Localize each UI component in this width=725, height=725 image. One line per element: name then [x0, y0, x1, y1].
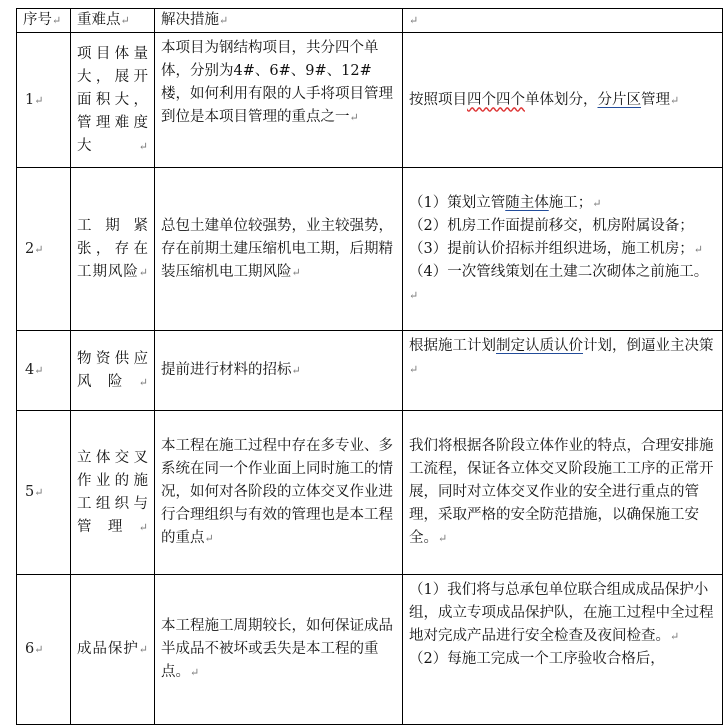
- table-row: [17, 575, 723, 725]
- row-difficulty: 立体交叉作业的施工组织与管理↵: [71, 411, 155, 575]
- header-solution: 解决措施↵: [155, 9, 403, 33]
- table-row: [17, 331, 723, 411]
- row-description: 本项目为钢结构项目，共分四个单体，分别为4#、6#、9#、12#楼，如何利用有限的人手将项目管理到位是本项目管理的重点之一↵: [155, 33, 403, 168]
- row-difficulty: 物资供应风险↵: [71, 331, 155, 411]
- table-row: [17, 33, 723, 168]
- row-measure: （1）我们将与总承包单位联合组成成品保护小组，成立专项成品保护队，在施工过程中全过程地对完成产品进行安全检查及夜间检查。↵ （2）每施工完成一个工序验收合格后，: [403, 575, 723, 725]
- row-description: 总包土建单位较强势，业主较强势，存在前期土建压缩机电工期，后期精装压缩机电工期风险↵: [155, 168, 403, 331]
- row-description: 提前进行材料的招标↵: [155, 331, 403, 411]
- header-blank: ↵: [403, 9, 723, 33]
- row-measure: （1）策划立管随主体施工；↵ （2）机房工作面提前移交，机房附属设备；（3）提前认价招标并组织进场，施工机房；↵ （4）一次管线策划在土建二次砌体之前施工。↵: [403, 168, 723, 331]
- paragraph-mark: ↵: [52, 14, 62, 27]
- row-description: 本工程在施工过程中存在多专业、多系统在同一个作业面上同时施工的情况，如何对各阶段的立体交叉作业进行合理组织与有效的管理也是本工程的重点↵: [155, 411, 403, 575]
- row-index: 4↵: [17, 331, 71, 411]
- table-row: [17, 168, 723, 331]
- table-header-row: [17, 9, 723, 33]
- row-index: 1↵: [17, 33, 71, 168]
- header-index: 序号↵: [17, 9, 71, 33]
- row-measure: 根据施工计划制定认质认价计划，倒逼业主决策 ↵: [403, 331, 723, 411]
- header-difficulty: 重难点↵: [71, 9, 155, 33]
- table-row: [17, 411, 723, 575]
- measures-table: [16, 8, 723, 725]
- row-difficulty: 项目体量大，展开面积大，管理难度大↵: [71, 33, 155, 168]
- row-measure: 我们将根据各阶段立体作业的特点，合理安排施工流程，保证各立体交叉阶段施工工序的正常开展，同时对立体交叉作业的安全进行重点的管理，采取严格的安全防范措施，以确保施工安全。↵: [403, 411, 723, 575]
- row-description: 本工程施工周期较长，如何保证成品半成品不被坏或丢失是本工程的重点。↵: [155, 575, 403, 725]
- row-difficulty: 工期紧张，存在工期风险↵: [71, 168, 155, 331]
- row-index: 6↵: [17, 575, 71, 725]
- row-difficulty: 成品保护↵: [71, 575, 155, 725]
- row-index: 5↵: [17, 411, 71, 575]
- row-measure: 按照项目四个四个单体划分，分片区管理↵: [403, 33, 723, 168]
- row-index: 2↵: [17, 168, 71, 331]
